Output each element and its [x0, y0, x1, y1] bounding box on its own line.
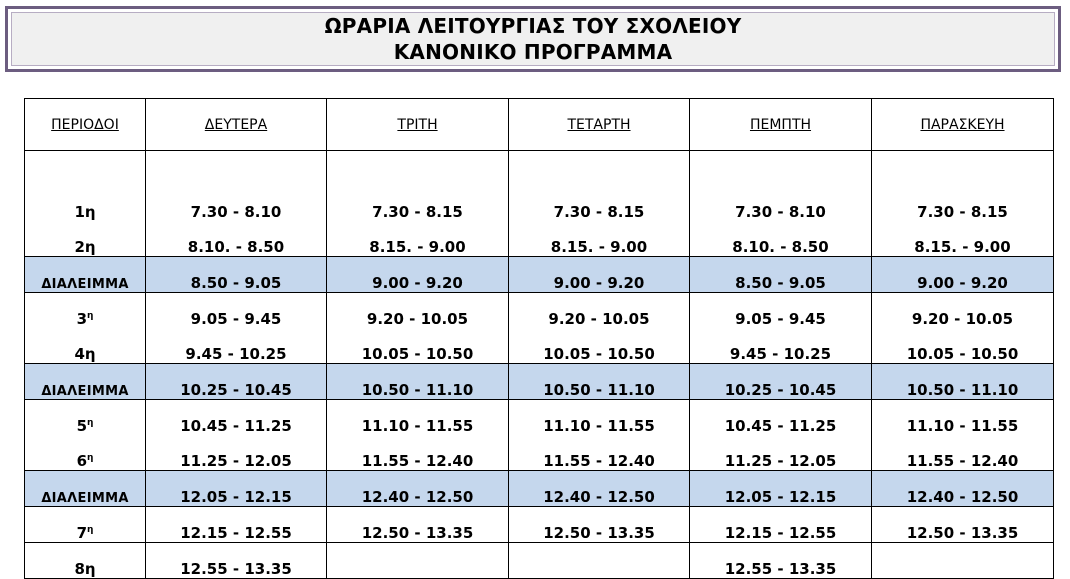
- period-cell: [25, 221, 146, 257]
- table-row: [25, 543, 1054, 579]
- time-cell: 7.30 - 8.15: [509, 151, 690, 222]
- time-cell: 11.25 - 12.05: [146, 435, 327, 471]
- time-cell: 9.00 - 9.20: [872, 257, 1054, 293]
- time-cell: 8.15. - 9.00: [872, 221, 1054, 257]
- time-cell: 9.20 - 10.05: [872, 293, 1054, 329]
- time-cell: 12.15 - 12.55: [690, 507, 872, 543]
- time-cell: 11.25 - 12.05: [690, 435, 872, 471]
- time-cell: 7.30 - 8.15: [327, 151, 509, 222]
- time-cell: 8.10. - 8.50: [146, 221, 327, 257]
- period-cell: [25, 364, 146, 400]
- table-row: [25, 400, 1054, 436]
- time-cell: 10.05 - 10.50: [509, 328, 690, 364]
- period-label: 1η: [74, 203, 96, 221]
- period-suffix: η: [87, 525, 94, 535]
- time-cell: 10.05 - 10.50: [327, 328, 509, 364]
- period-label: 2η: [74, 238, 96, 256]
- break-row: [25, 257, 1054, 293]
- time-cell: [872, 543, 1054, 579]
- time-cell: 8.50 - 9.05: [690, 257, 872, 293]
- time-cell: 12.50 - 13.35: [872, 507, 1054, 543]
- period-label: 6: [76, 452, 87, 470]
- time-cell: 10.25 - 10.45: [146, 364, 327, 400]
- period-label: ΔΙΑΛΕΙΜΜΑ: [41, 277, 129, 292]
- time-cell: 11.55 - 12.40: [509, 435, 690, 471]
- time-cell: 12.05 - 12.15: [146, 471, 327, 507]
- period-cell: [25, 257, 146, 293]
- table-row: [25, 293, 1054, 329]
- period-label: ΔΙΑΛΕΙΜΜΑ: [41, 384, 129, 399]
- time-cell: 7.30 - 8.15: [872, 151, 1054, 222]
- time-cell: 12.55 - 13.35: [146, 543, 327, 579]
- time-cell: 11.10 - 11.55: [872, 400, 1054, 436]
- period-cell: [25, 507, 146, 543]
- time-cell: 10.45 - 11.25: [146, 400, 327, 436]
- time-cell: 11.10 - 11.55: [327, 400, 509, 436]
- page-title: ΩΡΑΡΙΑ ΛΕΙΤΟΥΡΓΙΑΣ ΤΟΥ ΣΧΟΛΕΙΟΥ: [324, 14, 742, 38]
- time-cell: 10.25 - 10.45: [690, 364, 872, 400]
- break-row: [25, 364, 1054, 400]
- period-label: 5: [76, 417, 87, 435]
- time-cell: 10.05 - 10.50: [872, 328, 1054, 364]
- column-header: ΤΡΙΤΗ: [327, 99, 509, 151]
- period-label: ΔΙΑΛΕΙΜΜΑ: [41, 491, 129, 506]
- time-cell: 12.40 - 12.50: [509, 471, 690, 507]
- period-cell: [25, 543, 146, 579]
- column-header: ΤΕΤΑΡΤΗ: [509, 99, 690, 151]
- title-box: [5, 6, 1061, 72]
- period-cell: [25, 151, 146, 222]
- time-cell: 11.55 - 12.40: [327, 435, 509, 471]
- time-cell: 8.10. - 8.50: [690, 221, 872, 257]
- period-suffix: η: [87, 418, 94, 428]
- time-cell: 7.30 - 8.10: [146, 151, 327, 222]
- schedule-table: [24, 98, 1054, 579]
- time-cell: 12.40 - 12.50: [872, 471, 1054, 507]
- title-inner: [11, 12, 1055, 66]
- time-cell: 9.45 - 10.25: [146, 328, 327, 364]
- time-cell: 10.50 - 11.10: [327, 364, 509, 400]
- time-cell: 12.50 - 13.35: [327, 507, 509, 543]
- column-header: ΠΑΡΑΣΚΕΥΗ: [872, 99, 1054, 151]
- period-cell: [25, 293, 146, 329]
- time-cell: 9.05 - 9.45: [146, 293, 327, 329]
- time-cell: 10.50 - 11.10: [509, 364, 690, 400]
- time-cell: 12.15 - 12.55: [146, 507, 327, 543]
- table-row: [25, 507, 1054, 543]
- period-suffix: η: [87, 453, 94, 463]
- column-header: ΠΕΜΠΤΗ: [690, 99, 872, 151]
- time-cell: 8.50 - 9.05: [146, 257, 327, 293]
- period-cell: [25, 435, 146, 471]
- time-cell: 12.55 - 13.35: [690, 543, 872, 579]
- period-label: 4η: [74, 345, 96, 363]
- table-row: [25, 151, 1054, 222]
- table-row: [25, 435, 1054, 471]
- time-cell: [327, 543, 509, 579]
- time-cell: 9.05 - 9.45: [690, 293, 872, 329]
- time-cell: 9.00 - 9.20: [509, 257, 690, 293]
- time-cell: 10.50 - 11.10: [872, 364, 1054, 400]
- period-label: 3: [76, 310, 87, 328]
- table-row: [25, 221, 1054, 257]
- time-cell: 10.45 - 11.25: [690, 400, 872, 436]
- column-header: ΔΕΥΤΕΡΑ: [146, 99, 327, 151]
- header-row: [25, 99, 1054, 151]
- time-cell: 9.00 - 9.20: [327, 257, 509, 293]
- time-cell: 12.05 - 12.15: [690, 471, 872, 507]
- period-label: 8η: [74, 560, 96, 578]
- time-cell: 9.20 - 10.05: [509, 293, 690, 329]
- break-row: [25, 471, 1054, 507]
- column-header: ΠΕΡΙΟΔΟΙ: [25, 99, 146, 151]
- time-cell: 8.15. - 9.00: [327, 221, 509, 257]
- period-cell: [25, 471, 146, 507]
- time-cell: 11.10 - 11.55: [509, 400, 690, 436]
- page-subtitle: ΚΑΝΟΝΙΚΟ ΠΡΟΓΡΑΜΜΑ: [393, 40, 673, 64]
- time-cell: 11.55 - 12.40: [872, 435, 1054, 471]
- time-cell: 8.15. - 9.00: [509, 221, 690, 257]
- period-cell: [25, 328, 146, 364]
- period-suffix: η: [87, 311, 94, 321]
- time-cell: 9.20 - 10.05: [327, 293, 509, 329]
- time-cell: 12.50 - 13.35: [509, 507, 690, 543]
- table-row: [25, 328, 1054, 364]
- period-cell: [25, 400, 146, 436]
- time-cell: 9.45 - 10.25: [690, 328, 872, 364]
- time-cell: 7.30 - 8.10: [690, 151, 872, 222]
- time-cell: [509, 543, 690, 579]
- time-cell: 12.40 - 12.50: [327, 471, 509, 507]
- period-label: 7: [76, 524, 87, 542]
